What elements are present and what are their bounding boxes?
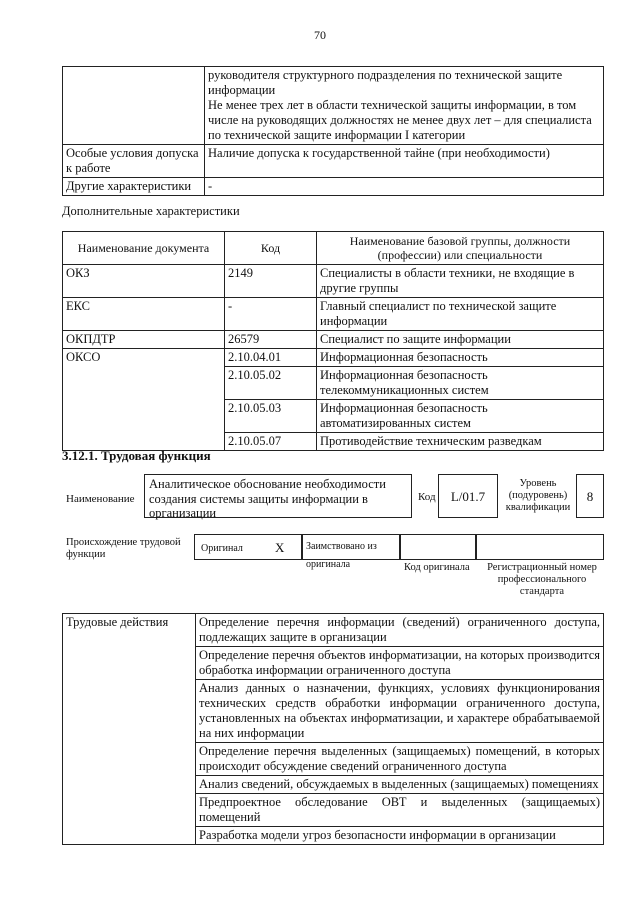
code-original-box: [400, 534, 476, 560]
function-code-value: L/01.7: [450, 489, 486, 504]
row-label: Другие характеристики: [63, 178, 205, 196]
column-header: Наименование документа: [63, 232, 225, 265]
row-label: [63, 67, 205, 145]
table-row: [63, 145, 604, 178]
row-value: [205, 67, 604, 145]
value-line: руководителя структурного подразделения по технической защите информации: [208, 68, 563, 97]
doc-cell: ОКЗ: [63, 265, 225, 298]
function-code-box: [438, 474, 498, 518]
function-heading: 3.12.1. Трудовая функция: [62, 448, 211, 463]
borrowed-box: [302, 534, 400, 570]
table-row: [63, 178, 604, 196]
original-mark: X: [275, 540, 285, 555]
name-cell: Специалисты в области техники, не входящие в другие группы: [317, 265, 604, 298]
name-cell: Специалист по защите информации: [317, 331, 604, 349]
level-value-box: [576, 474, 604, 518]
action-item: Определение перечня выделенных (защищаемых) помещений, в которых происходит обсуждение сведений ограниченного доступа: [196, 743, 604, 776]
action-item: Анализ сведений, обсуждаемых в выделенных (защищаемых) помещениях: [196, 776, 604, 794]
table-row: [63, 298, 604, 331]
name-cell: Информационная безопасность автоматизированных систем: [317, 400, 604, 433]
qualification-requirements-table: [62, 66, 604, 196]
action-item: Предпроектное обследование ОВТ и выделенных (защищаемых) помещений: [196, 794, 604, 827]
table-row: [63, 265, 604, 298]
doc-cell: ОКПДТР: [63, 331, 225, 349]
page-number: 70: [314, 28, 326, 42]
code-cell: 2.10.05.02: [225, 367, 317, 400]
row-label: Особые условия допуска к работе: [63, 145, 205, 178]
name-cell: Главный специалист по технической защите информации: [317, 298, 604, 331]
code-cell: 26579: [225, 331, 317, 349]
name-cell: Противодействие техническим разведкам: [317, 433, 604, 451]
table-row: [63, 67, 604, 145]
function-name-value: Аналитическое обоснование необходимости создания системы защиты информации в организации: [149, 477, 386, 520]
borrowed-label: Заимствовано из оригинала: [306, 541, 377, 570]
column-header: Наименование базовой группы, должности (профессии) или специальности: [317, 232, 604, 265]
action-item: Анализ данных о назначении, функциях, условиях функционирования технических средств обработки информации ограниченного доступа, установленных на объектах информатизации, и характере обрабатываемой на них информации: [196, 680, 604, 743]
function-name-box: [144, 474, 412, 518]
row-value: Наличие допуска к государственной тайне (при необходимости): [205, 145, 604, 178]
action-item: Определение перечня информации (сведений) ограниченного доступа, подлежащих защите в организации: [196, 614, 604, 647]
code-cell: 2.10.04.01: [225, 349, 317, 367]
table-row: [63, 614, 604, 647]
reg-number-label: Регистрационный номер профессионального стандарта: [487, 562, 597, 597]
code-original-label: Код оригинала: [404, 562, 470, 573]
name-cell: Информационная безопасность: [317, 349, 604, 367]
original-box: [194, 534, 302, 560]
code-cell: 2.10.05.03: [225, 400, 317, 433]
code-cell: 2149: [225, 265, 317, 298]
documents-table: [62, 231, 604, 451]
table-row: [63, 331, 604, 349]
action-item: Определение перечня объектов информатизации, на которых производится обработка информации ограниченного доступа: [196, 647, 604, 680]
code-label: Код: [418, 491, 436, 503]
reg-number-box: [476, 534, 604, 560]
name-label: Наименование: [66, 493, 135, 505]
code-cell: 2.10.05.07: [225, 433, 317, 451]
level-label: Уровень (подуровень) квалификации: [505, 478, 571, 513]
doc-cell: ЕКС: [63, 298, 225, 331]
value-line: Не менее трех лет в области технической защиты информации, в том числе на руководящих должностях не менее двух лет – для специалиста по технической защите информации I категории: [208, 98, 592, 142]
column-header: Код: [225, 232, 317, 265]
origin-label: Происхождение трудовой функции: [66, 537, 181, 560]
table-header-row: [63, 232, 604, 265]
code-cell: -: [225, 298, 317, 331]
action-item: Разработка модели угроз безопасности информации в организации: [196, 827, 604, 845]
table-row: [63, 349, 604, 367]
original-label: Оригинал: [201, 543, 243, 554]
actions-label-cell: Трудовые действия: [63, 614, 196, 845]
additional-characteristics-title: Дополнительные характеристики: [62, 204, 240, 218]
doc-cell: ОКСО: [63, 349, 225, 451]
labor-actions-table: [62, 613, 604, 845]
level-value: 8: [586, 489, 594, 504]
row-value: -: [205, 178, 604, 196]
name-cell: Информационная безопасность телекоммуникационных систем: [317, 367, 604, 400]
